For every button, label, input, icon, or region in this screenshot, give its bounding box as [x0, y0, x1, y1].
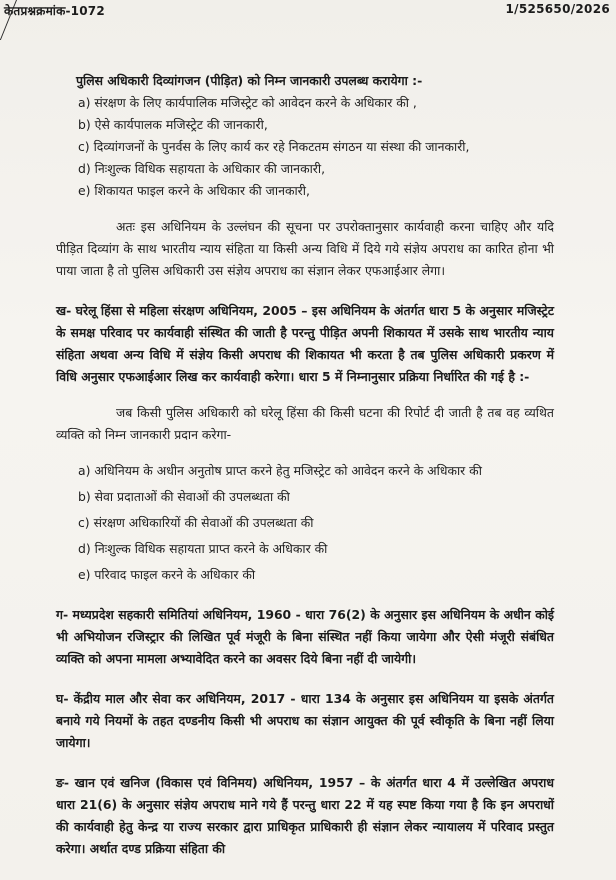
list-item: d) निःशुल्क विधिक सहायता के अधिकार की जानकारी,: [78, 161, 326, 176]
reference-number: केतप्रश्नक्रमांक-1072: [4, 4, 105, 18]
list-item: d) निःशुल्क विधिक सहायता प्राप्त करने के अधिकार की: [78, 541, 328, 556]
list-item: a) संरक्षण के लिए कार्यपालिक मजिस्ट्रेट को आवेदन करने के अधिकार की ,: [78, 95, 417, 110]
document-body: [56, 70, 554, 860]
list-item: b) सेवा प्रदाताओं की सेवाओं की उपलब्धता की: [78, 489, 290, 504]
section-a-paragraph: अतः इस अधिनियम के उल्लंघन की सूचना पर उपरोक्तानुसार कार्यवाही करना चाहिए और यदि पीड़ित दिव्यांग के साथ भारतीय न्याय संहिता या किसी अन्य विधि में दिये गये संज्ञेय अपराध का कारित होना भी पाया जाता है तो पुलिस अधिकारी उस संज्ञेय अपराध का संज्ञान लेकर एफआईआर लेगा।: [56, 219, 554, 278]
section-a-intro: पुलिस अधिकारी दिव्यांगजन (पीड़ित) को निम्न जानकारी उपलब्ध करायेगा :-: [76, 73, 423, 88]
section-e-paragraph: ङ- खान एवं खनिज (विकास एवं विनिमय) अधिनियम, 1957 – के अंतर्गत धारा 4 में उल्लेखित अपराध धारा 21(6) के अनुसार संज्ञेय अपराध माने गये हैं परन्तु धारा 22 में यह स्पष्ट किया गया है कि इन अपराधों की कार्यवाही हेतु केन्द्र या राज्य सरकार द्वारा प्राधिकृत प्राधिकारी ही संज्ञान लेकर न्यायालय में परिवाद प्रस्तुत करेगा। अर्थात दण्ड प्रक्रिया संहिता की: [56, 775, 554, 856]
section-c-paragraph: ग- मध्यप्रदेश सहकारी समितियां अधिनियम, 1960 - धारा 76(2) के अनुसार इस अधिनियम के अधीन कोई भी अभियोजन रजिस्ट्रार की लिखित पूर्व मंजूरी के बिना संस्थित नहीं किया जायेगा और ऐसी मंजूरी संबंधित व्यक्ति को अपना मामला अभ्यावेदित करने का अवसर दिये बिना नहीं दी जायेगी।: [56, 607, 554, 666]
section-b-paragraph-2: जब किसी पुलिस अधिकारी को घरेलू हिंसा की किसी घटना की रिपोर्ट दी जाती है तब वह व्यथित व्यक्ति को निम्न जानकारी प्रदान करेगा-: [56, 405, 554, 442]
list-item: c) दिव्यांगजनों के पुनर्वस के लिए कार्य कर रहे निकटतम संगठन या संस्था की जानकारी,: [78, 139, 470, 154]
list-item: a) अधिनियम के अधीन अनुतोष प्राप्त करने हेतु मजिस्ट्रेट को आवेदन करने के अधिकार की: [78, 463, 482, 478]
section-b-paragraph: ख- घरेलू हिंसा से महिला संरक्षण अधिनियम, 2005 – इस अधिनियम के अंतर्गत धारा 5 के अनुसार मजिस्ट्रेट के समक्ष परिवाद पर कार्यवाही संस्थित की जाती है परन्तु पीड़ित अपनी शिकायत में उसके साथ भारतीय न्याय संहिता अथवा अन्य विधि में संज्ञेय किसी अपराध की शिकायत भी करता है तब पुलिस अधिकारी प्रकरण में विधि अनुसार एफआईआर लिख कर कार्यवाही करेगा। धारा 5 में निम्नानुसार प्रक्रिया निर्धारित की गई है :-: [56, 303, 554, 384]
section-a-list: [78, 92, 554, 202]
section-b-list: [78, 460, 554, 586]
document-number: 1/525650/2026: [505, 2, 610, 16]
list-item: b) ऐसे कार्यपालक मजिस्ट्रेट की जानकारी,: [78, 117, 268, 132]
list-item: e) परिवाद फाइल करने के अधिकार की: [78, 567, 256, 582]
list-item: e) शिकायत फाइल करने के अधिकार की जानकारी,: [78, 183, 310, 198]
section-d-paragraph: घ- केंद्रीय माल और सेवा कर अधिनियम, 2017 - धारा 134 के अनुसार इस अधिनियम या इसके अंतर्गत बनाये गये नियमों के तहत दण्डनीय किसी भी अपराध का संज्ञान आयुक्त की पूर्व स्वीकृति के बिना नहीं लिया जायेगा।: [56, 691, 554, 750]
list-item: c) संरक्षण अधिकारियों की सेवाओं की उपलब्धता की: [78, 515, 314, 530]
